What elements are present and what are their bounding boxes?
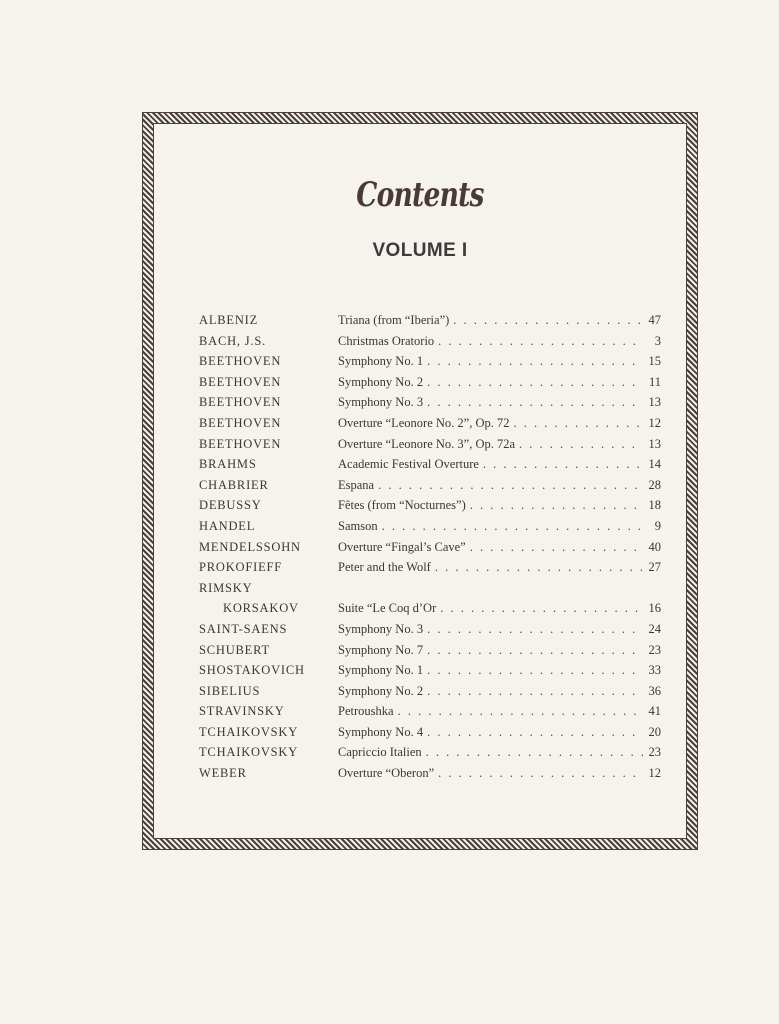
page-number: 23 [648,745,661,760]
work-line [338,354,661,369]
work-line [338,457,661,472]
work-line [338,601,661,616]
work-line [338,704,661,719]
composer-name: BEETHOVEN [199,415,282,430]
contents-entry [199,704,661,725]
dot-leader [453,313,643,328]
page-number: 13 [648,436,661,451]
page-number: 12 [648,766,661,781]
work-line [338,560,661,575]
work-line [338,663,661,678]
composer-name: SIBELIUS [199,683,261,698]
contents-entry [199,601,661,622]
page-number: 28 [648,477,661,492]
work-title: Symphony No. 2 [338,683,424,698]
work-title: Academic Festival Overture [338,457,479,472]
page-number: 14 [648,457,661,472]
page-number: 9 [654,518,661,533]
contents-entry [199,498,661,519]
contents-entry [199,581,661,602]
work-title: Symphony No. 2 [338,374,424,389]
dot-leader [440,601,643,616]
dot-leader [483,457,643,472]
page-number: 36 [648,683,661,698]
contents-entry [199,684,661,705]
work-title: Symphony No. 1 [338,354,424,369]
composer-name: PROKOFIEFF [199,560,283,575]
work-title: Fêtes (from “Nocturnes”) [338,498,466,513]
dot-leader [427,663,643,678]
decorative-border [142,112,698,850]
work-line [338,622,661,637]
contents-entry [199,663,661,684]
page-number: 47 [648,313,661,327]
dot-leader [427,684,643,699]
contents-list [199,313,661,787]
work-line [338,643,661,658]
contents-entry [199,395,661,416]
composer-name: BRAHMS [199,457,257,472]
page-number: 40 [648,539,661,554]
contents-entry [199,519,661,540]
composer-name: KORSAKOV [223,601,299,616]
contents-entry [199,560,661,581]
work-title: Samson [338,518,378,533]
page-number: 12 [648,415,661,430]
work-title: Symphony No. 7 [338,642,424,657]
page-number: 27 [648,560,661,575]
work-title: Espana [338,477,375,492]
composer-name: BEETHOVEN [199,354,282,369]
page-number: 11 [648,374,661,389]
work-title: Peter and the Wolf [338,560,431,575]
composer-name: BEETHOVEN [199,374,282,389]
contents-entry [199,416,661,437]
work-line [338,478,661,493]
dot-leader [513,416,643,431]
dot-leader [427,395,643,410]
work-line [338,684,661,699]
dot-leader [435,560,643,575]
composer-name: ALBENIZ [199,313,259,327]
work-line [338,725,661,740]
contents-entry [199,540,661,561]
composer-name: SAINT-SAENS [199,621,288,636]
dot-leader [427,375,643,390]
contents-entry [199,334,661,355]
work-line [338,745,661,760]
work-line [338,416,661,431]
page-number: 18 [648,498,661,513]
composer-name: BACH, J.S. [199,333,267,348]
dot-leader [438,766,643,781]
page-number: 13 [648,395,661,410]
work-title: Symphony No. 1 [338,663,424,678]
page-number: 33 [648,663,661,678]
contents-entry [199,725,661,746]
contents-entry [199,457,661,478]
work-title: Overture “Fingal’s Cave” [338,539,466,554]
page-number: 20 [648,724,661,739]
dot-leader [427,643,643,658]
contents-entry [199,478,661,499]
composer-name: DEBUSSY [199,498,262,513]
contents-entry [199,622,661,643]
work-title: Suite “Le Coq d’Or [338,601,437,616]
dot-leader [378,478,643,493]
page-title: Contents [356,175,484,215]
composer-name: MENDELSSOHN [199,539,301,554]
dot-leader [427,622,643,637]
contents-entry [199,313,661,334]
composer-name: WEBER [199,766,247,781]
contents-entry [199,354,661,375]
dot-leader [426,745,643,760]
dot-leader [382,519,643,534]
work-line [338,519,661,534]
work-line [338,498,661,513]
work-title: Overture “Leonore No. 2”, Op. 72 [338,415,510,430]
page-number: 41 [648,704,661,719]
composer-name: SHOSTAKOVICH [199,663,305,678]
contents-entry [199,745,661,766]
work-title: Petroushka [338,704,394,719]
work-line [338,313,661,328]
dot-leader [427,354,643,369]
composer-name: HANDEL [199,518,256,533]
work-title: Overture “Oberon” [338,766,435,781]
work-title: Triana (from “Iberia”) [338,313,450,327]
work-line [338,334,661,349]
work-title: Symphony No. 3 [338,395,424,410]
dot-leader [438,334,643,349]
contents-entry [199,766,661,787]
page-number: 3 [654,333,661,348]
page-number: 15 [648,354,661,369]
volume-heading: VOLUME I [372,240,468,261]
work-title: Symphony No. 4 [338,724,424,739]
composer-name: BEETHOVEN [199,436,282,451]
composer-name: RIMSKY [199,580,253,595]
work-title: Christmas Oratorio [338,333,435,348]
composer-name: TCHAIKOVSKY [199,745,299,760]
work-title: Capriccio Italien [338,745,422,760]
dot-leader [519,437,643,452]
work-line [338,437,661,452]
page-number: 24 [648,621,661,636]
work-line [338,375,661,390]
contents-entry [199,437,661,458]
work-line [338,540,661,555]
composer-name: BEETHOVEN [199,395,282,410]
composer-name: STRAVINSKY [199,704,285,719]
dot-leader [427,725,643,740]
dot-leader [470,498,643,513]
dot-leader [470,540,643,555]
composer-name: CHABRIER [199,477,269,492]
work-title: Overture “Leonore No. 3”, Op. 72a [338,436,516,451]
work-title: Symphony No. 3 [338,621,424,636]
work-line [338,766,661,781]
dot-leader [398,704,643,719]
contents-entry [199,375,661,396]
page-number: 23 [648,642,661,657]
composer-name: SCHUBERT [199,642,270,657]
page-number: 16 [648,601,661,616]
composer-name: TCHAIKOVSKY [199,724,299,739]
contents-entry [199,643,661,664]
work-line [338,395,661,410]
